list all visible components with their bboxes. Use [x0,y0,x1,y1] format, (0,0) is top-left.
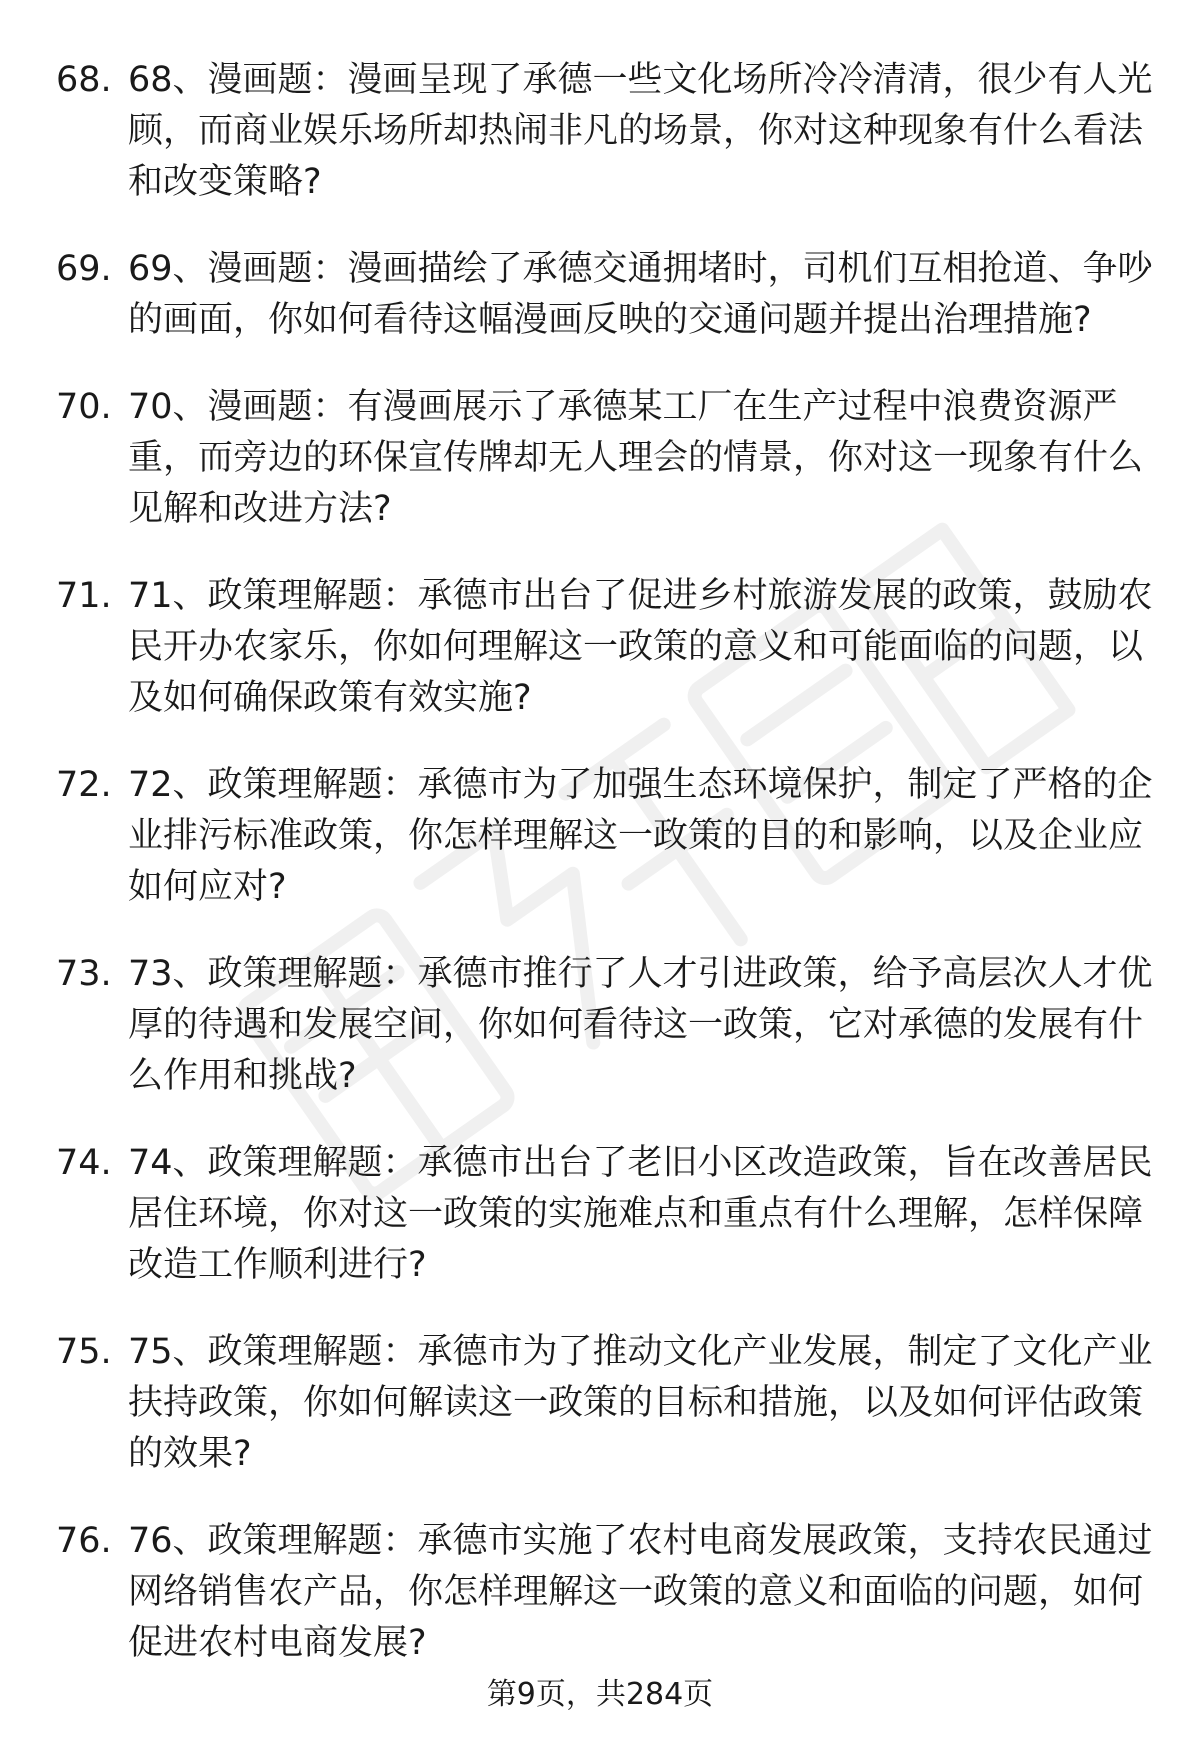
question-number: 76. [56,1521,112,1561]
question-item [0,382,1200,535]
question-item [0,949,1200,1102]
question-item [0,1138,1200,1291]
question-number: 75. [56,1332,112,1372]
question-text: 76、政策理解题：承德市实施了农村电商发展政策，支持农民通过网络销售农产品，你怎样理解这一政策的意义和面临的问题，如何促进农村电商发展? [128,1521,1153,1663]
question-item [0,55,1200,208]
question-item [0,244,1200,346]
page-footer: 第9页，共284页 [486,1677,714,1712]
question-number: 74. [56,1143,112,1183]
question-text: 75、政策理解题：承德市为了推动文化产业发展，制定了文化产业扶持政策，你如何解读这一政策的目标和措施，以及如何评估政策的效果? [128,1332,1153,1474]
question-text: 71、政策理解题：承德市出台了促进乡村旅游发展的政策，鼓励农民开办农家乐，你如何理解这一政策的意义和可能面临的问题，以及如何确保政策有效实施? [128,576,1153,718]
question-text: 70、漫画题：有漫画展示了承德某工厂在生产过程中浪费资源严重，而旁边的环保宣传牌却无人理会的情景，你对这一现象有什么见解和改进方法? [128,387,1144,529]
question-number: 69. [56,249,112,289]
question-list [0,55,1200,1705]
question-number: 68. [56,60,112,100]
question-text: 72、政策理解题：承德市为了加强生态环境保护，制定了严格的企业排污标准政策，你怎样理解这一政策的目的和影响，以及企业应如何应对? [128,765,1153,907]
question-text: 74、政策理解题：承德市出台了老旧小区改造政策，旨在改善居民居住环境，你对这一政策的实施难点和重点有什么理解，怎样保障改造工作顺利进行? [128,1143,1153,1285]
question-text: 73、政策理解题：承德市推行了人才引进政策，给予高层次人才优厚的待遇和发展空间，你如何看待这一政策，它对承德的发展有什么作用和挑战? [128,954,1153,1096]
question-item [0,571,1200,724]
question-number: 70. [56,387,112,427]
question-text: 68、漫画题：漫画呈现了承德一些文化场所冷冷清清，很少有人光顾，而商业娱乐场所却热闹非凡的场景，你对这种现象有什么看法和改变策略? [128,60,1153,202]
question-number: 73. [56,954,112,994]
question-item [0,1327,1200,1480]
question-item [0,1516,1200,1669]
question-item [0,760,1200,913]
question-number: 71. [56,576,112,616]
question-number: 72. [56,765,112,805]
question-text: 69、漫画题：漫画描绘了承德交通拥堵时，司机们互相抢道、争吵的画面，你如何看待这幅漫画反映的交通问题并提出治理措施? [128,249,1153,340]
